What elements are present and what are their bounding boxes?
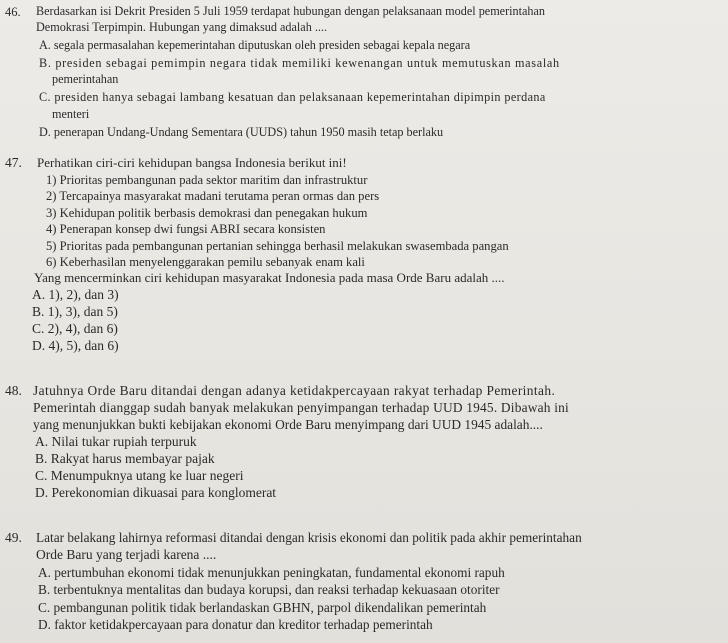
question-prompt: Yang mencerminkan ciri kehidupan masyarakat Indonesia pada masa Orde Baru adalah .... bbox=[34, 270, 505, 285]
option-a[interactable]: A. pertumbuhan ekonomi tidak menunjukkan peningkatan, fundamental ekonomi rapuh bbox=[38, 565, 505, 580]
question-number: 49. bbox=[5, 530, 22, 545]
option-d[interactable]: D. faktor ketidakpercayaan para donatur dan kreditor terhadap pemerintah bbox=[38, 617, 433, 632]
list-item: 1) Prioritas pembangunan pada sektor maritim dan infrastruktur bbox=[46, 173, 368, 187]
question-number: 48. bbox=[5, 383, 22, 398]
option-b[interactable]: B. 1), 3), dan 5) bbox=[32, 304, 118, 319]
option-d[interactable]: D. Perekonomian dikuasai para konglomerat bbox=[35, 485, 277, 500]
option-a[interactable]: A. segala permasalahan kepemerintahan diputuskan oleh presiden sebagai kepala negara bbox=[39, 38, 471, 52]
question-stem-line: Demokrasi Terpimpin. Hubungan yang dimaksud adalah .... bbox=[36, 20, 328, 34]
option-b[interactable]: B. Rakyat harus membayar pajak bbox=[35, 451, 215, 466]
list-item: 2) Tercapainya masyarakat madani terutama peran ormas dan pers bbox=[46, 189, 380, 203]
option-b-continued: pemerintahan bbox=[52, 72, 119, 86]
option-c[interactable]: C. presiden hanya sebagai lambang kesatuan dan pelaksanaan kepemerintahan dipimpin perdana bbox=[39, 90, 546, 104]
question-stem-line: Perhatikan ciri-ciri kehidupan bangsa Indonesia berikut ini! bbox=[37, 155, 347, 170]
question-stem-line: Berdasarkan isi Dekrit Presiden 5 Juli 1959 terdapat hubungan dengan pelaksanaan model pemerintahan bbox=[36, 4, 546, 18]
option-a[interactable]: A. 1), 2), dan 3) bbox=[32, 287, 119, 302]
list-item: 5) Prioritas pada pembangunan pertanian sehingga berhasil melakukan swasembada pangan bbox=[46, 239, 509, 253]
option-a[interactable]: A. Nilai tukar rupiah terpuruk bbox=[35, 434, 197, 449]
option-c[interactable]: C. 2), 4), dan 6) bbox=[32, 321, 118, 336]
option-b[interactable]: B. terbentuknya mentalitas dan budaya korupsi, dan reaksi terhadap kekuasaan otoriter bbox=[38, 582, 500, 597]
option-c[interactable]: C. Menumpuknya utang ke luar negeri bbox=[35, 468, 244, 483]
list-item: 4) Penerapan konsep dwi fungsi ABRI secara konsisten bbox=[46, 222, 326, 236]
question-stem-line: Pemerintah dianggap sudah banyak melakukan penyimpangan terhadap UUD 1945. Dibawah ini bbox=[33, 400, 569, 415]
question-number: 47. bbox=[5, 155, 22, 170]
option-b[interactable]: B. presiden sebagai pemimpin negara tidak memiliki kewenangan untuk memutuskan masalah bbox=[39, 56, 560, 70]
option-c[interactable]: C. pembangunan politik tidak berlandaskan GBHN, parpol dikendalikan pemerintah bbox=[38, 600, 487, 615]
question-stem-line: Orde Baru yang terjadi karena .... bbox=[36, 547, 217, 562]
option-c-continued: menteri bbox=[52, 107, 90, 121]
list-item: 3) Kehidupan politik berbasis demokrasi dan penegakan hukum bbox=[46, 206, 368, 220]
question-number: 46. bbox=[5, 5, 21, 19]
question-stem-line: Jatuhnya Orde Baru ditandai dengan adanya ketidakpercayaan rakyat terhadap Pemerintah. bbox=[33, 383, 556, 398]
question-stem-line: yang menunjukkan bukti kebijakan ekonomi Orde Baru menyimpang dari UUD 1945 adalah.... bbox=[33, 417, 543, 432]
list-item: 6) Keberhasilan menyelenggarakan pemilu sebanyak enam kali bbox=[46, 255, 365, 269]
option-d[interactable]: D. penerapan Undang-Undang Sementara (UUDS) tahun 1950 masih tetap berlaku bbox=[39, 125, 444, 139]
option-d[interactable]: D. 4), 5), dan 6) bbox=[32, 338, 119, 353]
question-stem-line: Latar belakang lahirnya reformasi ditandai dengan krisis ekonomi dan politik pada akhir pemerintahan bbox=[36, 530, 582, 545]
